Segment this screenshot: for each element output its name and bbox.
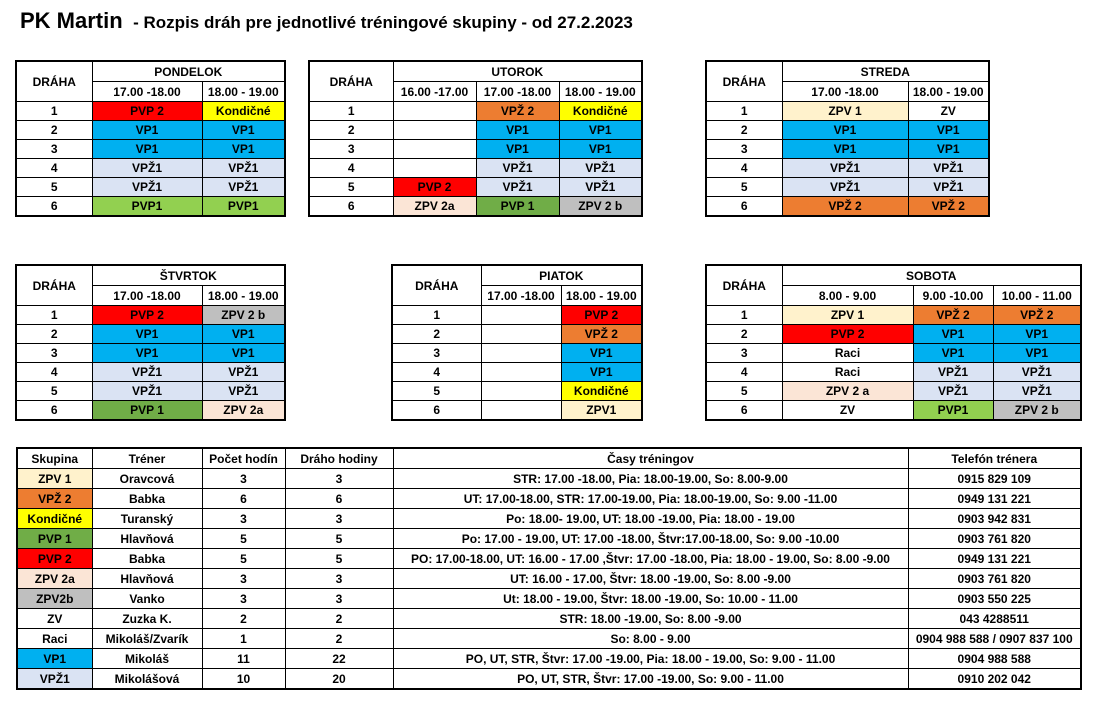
lane-hours-cell: 5 xyxy=(285,529,393,549)
lane-slot: PVP 2 xyxy=(782,325,913,344)
lane-number: 6 xyxy=(706,197,782,217)
page-title xyxy=(20,8,633,34)
lane-number: 2 xyxy=(309,121,393,140)
table-row xyxy=(17,589,1081,609)
lane-slot: PVP1 xyxy=(913,401,993,421)
club-name: PK Martin xyxy=(20,8,123,33)
lane-slot: VPŽ1 xyxy=(92,382,202,401)
column-header: Počet hodín xyxy=(202,448,285,469)
lane-number: 4 xyxy=(16,159,92,178)
lane-slot: ZPV 1 xyxy=(782,102,908,121)
group-cell: ZPV2b xyxy=(17,589,92,609)
lane-number: 3 xyxy=(16,140,92,159)
lane-row xyxy=(706,159,989,178)
phone-cell: 0903 761 820 xyxy=(908,529,1081,549)
training-times-cell: Po: 18.00- 19.00, UT: 18.00 -19.00, Pia: 18.00 - 19.00 xyxy=(393,509,908,529)
group-cell: Raci xyxy=(17,629,92,649)
table-row xyxy=(17,609,1081,629)
time-slot-header: 17.00 -18.00 xyxy=(92,286,202,306)
phone-cell: 043 4288511 xyxy=(908,609,1081,629)
table-row xyxy=(17,509,1081,529)
lane-number: 2 xyxy=(706,121,782,140)
lane-slot: PVP 1 xyxy=(476,197,559,217)
lane-slot xyxy=(481,401,561,421)
lane-slot: VP1 xyxy=(559,140,642,159)
lane-slot xyxy=(481,306,561,325)
lane-hours-cell: 6 xyxy=(285,489,393,509)
lane-slot: VP1 xyxy=(561,344,642,363)
lane-slot: VP1 xyxy=(92,325,202,344)
day-name: PONDELOK xyxy=(92,61,285,82)
phone-cell: 0903 550 225 xyxy=(908,589,1081,609)
lane-slot: VPŽ1 xyxy=(913,382,993,401)
time-slot-header: 16.00 -17.00 xyxy=(393,82,476,102)
lane-slot: VP1 xyxy=(92,344,202,363)
lane-hours-cell: 2 xyxy=(285,609,393,629)
table-row xyxy=(17,649,1081,669)
lane-slot: VP1 xyxy=(782,121,908,140)
lane-hours-cell: 22 xyxy=(285,649,393,669)
lane-slot: VPŽ1 xyxy=(559,178,642,197)
lane-row xyxy=(706,140,989,159)
lane-slot: VPŽ 2 xyxy=(913,306,993,325)
lane-number: 1 xyxy=(706,102,782,121)
hours-cell: 2 xyxy=(202,609,285,629)
group-cell: ZPV 1 xyxy=(17,469,92,489)
hours-cell: 3 xyxy=(202,589,285,609)
day-name: ŠTVRTOK xyxy=(92,265,285,286)
time-slot-header: 18.00 - 19.00 xyxy=(561,286,642,306)
lane-slot: Raci xyxy=(782,363,913,382)
lane-number: 5 xyxy=(392,382,481,401)
time-slot-header: 9.00 -10.00 xyxy=(913,286,993,306)
lane-slot: Kondičné xyxy=(559,102,642,121)
lane-slot: VPŽ 2 xyxy=(561,325,642,344)
training-times-cell: STR: 17.00 -18.00, Pia: 18.00-19.00, So: 8.00-9.00 xyxy=(393,469,908,489)
training-times-cell: STR: 18.00 -19.00, So: 8.00 -9.00 xyxy=(393,609,908,629)
lane-number: 1 xyxy=(309,102,393,121)
lane-row xyxy=(309,159,642,178)
day-name: STREDA xyxy=(782,61,989,82)
time-slot-header: 18.00 - 19.00 xyxy=(559,82,642,102)
lane-row xyxy=(706,325,1081,344)
lane-slot xyxy=(393,140,476,159)
training-times-cell: Ut: 18.00 - 19.00, Štvr: 18.00 -19.00, So: 10.00 - 11.00 xyxy=(393,589,908,609)
table-row xyxy=(17,669,1081,690)
group-cell: PVP 2 xyxy=(17,549,92,569)
lane-slot: VP1 xyxy=(92,121,202,140)
column-header: Telefón trénera xyxy=(908,448,1081,469)
lane-slot: ZPV 2 b xyxy=(559,197,642,217)
lane-number: 6 xyxy=(392,401,481,421)
lane-slot: Kondičné xyxy=(202,102,285,121)
draha-header: DRÁHA xyxy=(392,265,481,306)
lane-number: 4 xyxy=(309,159,393,178)
group-cell: PVP 1 xyxy=(17,529,92,549)
phone-cell: 0903 942 831 xyxy=(908,509,1081,529)
lane-number: 3 xyxy=(392,344,481,363)
coach-cell: Mikolášová xyxy=(92,669,202,690)
lane-number: 3 xyxy=(16,344,92,363)
coach-cell: Mikoláš/Zvarík xyxy=(92,629,202,649)
lane-row xyxy=(16,121,285,140)
lane-number: 3 xyxy=(706,344,782,363)
lane-row xyxy=(16,401,285,421)
lane-slot: PVP 2 xyxy=(561,306,642,325)
lane-row xyxy=(392,382,642,401)
lane-slot: VPŽ1 xyxy=(92,178,202,197)
lane-row xyxy=(16,363,285,382)
lane-row xyxy=(392,325,642,344)
lane-slot: VP1 xyxy=(908,140,989,159)
lane-row xyxy=(16,344,285,363)
time-slot-header: 8.00 - 9.00 xyxy=(782,286,913,306)
lane-row xyxy=(16,325,285,344)
phone-cell: 0949 131 221 xyxy=(908,489,1081,509)
lane-slot: VPŽ1 xyxy=(202,382,285,401)
lane-number: 6 xyxy=(16,197,92,217)
table-row xyxy=(17,549,1081,569)
lane-slot: VPŽ1 xyxy=(559,159,642,178)
training-times-cell: Po: 17.00 - 19.00, UT: 17.00 -18.00, Štvr:17.00-18.00, So: 9.00 -10.00 xyxy=(393,529,908,549)
lane-slot: VP1 xyxy=(92,140,202,159)
group-cell: Kondičné xyxy=(17,509,92,529)
lane-row xyxy=(392,401,642,421)
lane-row xyxy=(16,140,285,159)
phone-cell: 0904 988 588 xyxy=(908,649,1081,669)
lane-slot: VPŽ1 xyxy=(476,159,559,178)
coach-cell: Zuzka K. xyxy=(92,609,202,629)
coach-cell: Mikoláš xyxy=(92,649,202,669)
lane-slot: VP1 xyxy=(476,140,559,159)
table-pondelok xyxy=(15,60,286,217)
lane-hours-cell: 3 xyxy=(285,469,393,489)
lane-row xyxy=(16,306,285,325)
lane-row xyxy=(16,159,285,178)
table-row xyxy=(17,529,1081,549)
lane-hours-cell: 3 xyxy=(285,589,393,609)
training-times-cell: So: 8.00 - 9.00 xyxy=(393,629,908,649)
time-slot-header: 17.00 -18.00 xyxy=(481,286,561,306)
draha-header: DRÁHA xyxy=(309,61,393,102)
lane-number: 1 xyxy=(16,102,92,121)
lane-number: 2 xyxy=(706,325,782,344)
lane-slot xyxy=(393,159,476,178)
lane-slot: VPŽ1 xyxy=(908,159,989,178)
lane-row xyxy=(16,197,285,217)
lane-hours-cell: 2 xyxy=(285,629,393,649)
lane-slot: VPŽ1 xyxy=(782,178,908,197)
column-header: Dráho hodiny xyxy=(285,448,393,469)
table-sobota xyxy=(705,264,1082,421)
training-times-cell: PO: 17.00-18.00, UT: 16.00 - 17.00 ,Štvr: 17.00 -18.00, Pia: 18.00 - 19.00, So: 8.00 -9.00 xyxy=(393,549,908,569)
hours-cell: 3 xyxy=(202,569,285,589)
time-slot-header: 18.00 - 19.00 xyxy=(202,286,285,306)
day-name: SOBOTA xyxy=(782,265,1081,286)
lane-slot: VP1 xyxy=(993,325,1081,344)
lane-slot xyxy=(481,363,561,382)
lane-row xyxy=(16,178,285,197)
lane-number: 1 xyxy=(16,306,92,325)
lane-row xyxy=(706,197,989,217)
lane-number: 3 xyxy=(706,140,782,159)
time-slot-header: 10.00 - 11.00 xyxy=(993,286,1081,306)
lane-slot: PVP 2 xyxy=(92,102,202,121)
lane-slot: VPŽ1 xyxy=(993,382,1081,401)
lane-slot: ZV xyxy=(782,401,913,421)
phone-cell: 0910 202 042 xyxy=(908,669,1081,690)
lane-slot: PVP1 xyxy=(92,197,202,217)
lane-number: 6 xyxy=(16,401,92,421)
coach-cell: Hlavňová xyxy=(92,569,202,589)
table-piatok xyxy=(391,264,643,421)
lane-hours-cell: 3 xyxy=(285,509,393,529)
lane-slot: VP1 xyxy=(993,344,1081,363)
lane-slot: Raci xyxy=(782,344,913,363)
lane-slot: ZPV 2 a xyxy=(782,382,913,401)
column-header: Časy tréningov xyxy=(393,448,908,469)
lane-slot: VP1 xyxy=(913,325,993,344)
lane-number: 5 xyxy=(16,178,92,197)
lane-slot: VPŽ1 xyxy=(92,159,202,178)
coach-cell: Turanský xyxy=(92,509,202,529)
groups-table xyxy=(16,447,1082,690)
hours-cell: 3 xyxy=(202,509,285,529)
lane-slot: VPŽ1 xyxy=(913,363,993,382)
lane-slot: VPŽ1 xyxy=(782,159,908,178)
lane-slot xyxy=(393,121,476,140)
lane-hours-cell: 20 xyxy=(285,669,393,690)
lane-slot: VPŽ1 xyxy=(92,363,202,382)
lane-slot: PVP 1 xyxy=(92,401,202,421)
hours-cell: 5 xyxy=(202,549,285,569)
training-times-cell: UT: 17.00-18.00, STR: 17.00-19.00, Pia: 18.00-19.00, So: 9.00 -11.00 xyxy=(393,489,908,509)
lane-row xyxy=(309,140,642,159)
table-row xyxy=(17,629,1081,649)
lane-slot xyxy=(481,344,561,363)
lane-number: 3 xyxy=(309,140,393,159)
draha-header: DRÁHA xyxy=(706,61,782,102)
lane-slot: VPŽ1 xyxy=(202,159,285,178)
lane-hours-cell: 5 xyxy=(285,549,393,569)
lane-slot: VPŽ1 xyxy=(993,363,1081,382)
lane-slot: VP1 xyxy=(908,121,989,140)
lane-slot xyxy=(481,382,561,401)
lane-slot: VP1 xyxy=(913,344,993,363)
training-times-cell: PO, UT, STR, Štvr: 17.00 -19.00, So: 9.00 - 11.00 xyxy=(393,669,908,690)
lane-slot: ZPV 1 xyxy=(782,306,913,325)
day-name: UTOROK xyxy=(393,61,642,82)
hours-cell: 11 xyxy=(202,649,285,669)
coach-cell: Vanko xyxy=(92,589,202,609)
group-cell: VP1 xyxy=(17,649,92,669)
lane-number: 5 xyxy=(706,178,782,197)
hours-cell: 3 xyxy=(202,469,285,489)
lane-slot: VP1 xyxy=(202,344,285,363)
lane-slot: VP1 xyxy=(559,121,642,140)
lane-number: 1 xyxy=(706,306,782,325)
lane-slot xyxy=(481,325,561,344)
lane-number: 1 xyxy=(392,306,481,325)
lane-slot: Kondičné xyxy=(561,382,642,401)
lane-number: 4 xyxy=(392,363,481,382)
group-cell: ZPV 2a xyxy=(17,569,92,589)
lane-row xyxy=(706,401,1081,421)
hours-cell: 6 xyxy=(202,489,285,509)
lane-row xyxy=(309,102,642,121)
lane-slot: VPŽ1 xyxy=(908,178,989,197)
table-stvrtok xyxy=(15,264,286,421)
lane-number: 2 xyxy=(392,325,481,344)
lane-row xyxy=(309,121,642,140)
lane-number: 5 xyxy=(706,382,782,401)
table-row xyxy=(17,569,1081,589)
lane-row xyxy=(392,344,642,363)
lane-row xyxy=(16,382,285,401)
lane-row xyxy=(392,363,642,382)
lane-row xyxy=(706,363,1081,382)
hours-cell: 10 xyxy=(202,669,285,690)
table-streda xyxy=(705,60,990,217)
lane-number: 4 xyxy=(706,363,782,382)
draha-header: DRÁHA xyxy=(706,265,782,306)
table-utorok xyxy=(308,60,643,217)
day-name: PIATOK xyxy=(481,265,642,286)
coach-cell: Hlavňová xyxy=(92,529,202,549)
phone-cell: 0915 829 109 xyxy=(908,469,1081,489)
lane-number: 4 xyxy=(16,363,92,382)
lane-number: 6 xyxy=(309,197,393,217)
lane-number: 5 xyxy=(309,178,393,197)
group-cell: VPŽ1 xyxy=(17,669,92,690)
lane-slot: ZPV 2a xyxy=(202,401,285,421)
lane-slot: PVP 2 xyxy=(92,306,202,325)
lane-slot: ZPV 2a xyxy=(393,197,476,217)
lane-slot: VP1 xyxy=(202,121,285,140)
lane-slot: PVP1 xyxy=(202,197,285,217)
training-times-cell: PO, UT, STR, Štvr: 17.00 -19.00, Pia: 18.00 - 19.00, So: 9.00 - 11.00 xyxy=(393,649,908,669)
column-header: Tréner xyxy=(92,448,202,469)
training-times-cell: UT: 16.00 - 17.00, Štvr: 18.00 -19.00, So: 8.00 -9.00 xyxy=(393,569,908,589)
time-slot-header: 18.00 - 19.00 xyxy=(908,82,989,102)
draha-header: DRÁHA xyxy=(16,61,92,102)
time-slot-header: 17.00 -18.00 xyxy=(782,82,908,102)
lane-hours-cell: 3 xyxy=(285,569,393,589)
group-cell: ZV xyxy=(17,609,92,629)
lane-slot xyxy=(393,102,476,121)
lane-slot: VPŽ 2 xyxy=(782,197,908,217)
lane-number: 2 xyxy=(16,325,92,344)
lane-slot: VP1 xyxy=(476,121,559,140)
lane-slot: VP1 xyxy=(782,140,908,159)
lane-number: 2 xyxy=(16,121,92,140)
group-cell: VPŽ 2 xyxy=(17,489,92,509)
lane-slot: ZPV 2 b xyxy=(993,401,1081,421)
lane-slot: VPŽ 2 xyxy=(993,306,1081,325)
lane-number: 4 xyxy=(706,159,782,178)
lane-slot: VPŽ1 xyxy=(202,178,285,197)
lane-number: 6 xyxy=(706,401,782,421)
lane-slot: VPŽ 2 xyxy=(476,102,559,121)
phone-cell: 0949 131 221 xyxy=(908,549,1081,569)
lane-number: 5 xyxy=(16,382,92,401)
lane-slot: VPŽ1 xyxy=(202,363,285,382)
lane-slot: VPŽ1 xyxy=(476,178,559,197)
table-row xyxy=(17,469,1081,489)
coach-cell: Oravcová xyxy=(92,469,202,489)
lane-slot: VP1 xyxy=(202,325,285,344)
hours-cell: 5 xyxy=(202,529,285,549)
draha-header: DRÁHA xyxy=(16,265,92,306)
lane-row xyxy=(706,344,1081,363)
lane-slot: VPŽ 2 xyxy=(908,197,989,217)
lane-row xyxy=(706,178,989,197)
column-header: Skupina xyxy=(17,448,92,469)
lane-row xyxy=(309,178,642,197)
lane-row xyxy=(706,102,989,121)
lane-row xyxy=(309,197,642,217)
time-slot-header: 18.00 - 19.00 xyxy=(202,82,285,102)
time-slot-header: 17.00 -18.00 xyxy=(92,82,202,102)
time-slot-header: 17.00 -18.00 xyxy=(476,82,559,102)
lane-slot: ZPV1 xyxy=(561,401,642,421)
coach-cell: Babka xyxy=(92,549,202,569)
lane-row xyxy=(706,121,989,140)
lane-slot: PVP 2 xyxy=(393,178,476,197)
lane-row xyxy=(706,306,1081,325)
lane-slot: ZPV 2 b xyxy=(202,306,285,325)
phone-cell: 0903 761 820 xyxy=(908,569,1081,589)
lane-row xyxy=(706,382,1081,401)
phone-cell: 0904 988 588 / 0907 837 100 xyxy=(908,629,1081,649)
lane-row xyxy=(16,102,285,121)
lane-row xyxy=(392,306,642,325)
lane-slot: VP1 xyxy=(202,140,285,159)
hours-cell: 1 xyxy=(202,629,285,649)
table-row xyxy=(17,489,1081,509)
schedule-subtitle: - Rozpis dráh pre jednotlivé tréningové skupiny - od 27.2.2023 xyxy=(133,13,633,32)
coach-cell: Babka xyxy=(92,489,202,509)
lane-slot: VP1 xyxy=(561,363,642,382)
lane-slot: ZV xyxy=(908,102,989,121)
